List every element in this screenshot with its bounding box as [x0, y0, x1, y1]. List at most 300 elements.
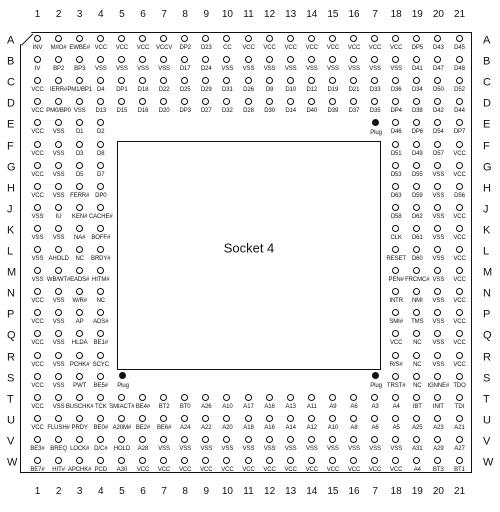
- pin-label: D45: [454, 45, 465, 51]
- row-letter-left: R: [7, 351, 15, 363]
- pin-T21: [456, 394, 463, 401]
- pin-label: VSS: [432, 361, 445, 368]
- pin-label: VSS: [432, 192, 445, 199]
- pin-R19: [413, 352, 420, 359]
- pin-C3: [76, 77, 83, 84]
- pin-label: A9: [329, 403, 337, 410]
- pin-label: D21: [348, 87, 360, 94]
- pin-label: BREQ: [50, 445, 67, 452]
- pin-label: D56: [454, 192, 465, 199]
- pin-W2: [55, 457, 62, 464]
- pin-V13: [287, 436, 294, 443]
- pin-D11: [245, 98, 252, 105]
- pin-A14: [308, 35, 315, 42]
- pin-W4: [97, 457, 104, 464]
- pin-label: A25: [412, 424, 423, 431]
- pin-E2: [55, 119, 62, 126]
- pin-label: A22: [201, 424, 212, 431]
- row-letter-right: N: [483, 287, 491, 300]
- column-number-top: 20: [432, 9, 444, 20]
- pin-label: D48: [454, 66, 465, 73]
- pin-label: D26: [243, 87, 254, 94]
- column-number-bottom: 6: [140, 486, 146, 497]
- column-number-bottom: 8: [182, 486, 188, 497]
- column-number-top: 12: [264, 9, 276, 20]
- pin-J18: [392, 204, 399, 211]
- row-letter-left: M: [7, 266, 17, 279]
- pin-label: TCK: [94, 403, 107, 410]
- row-letter-right: G: [483, 161, 492, 174]
- pin-J2: [55, 204, 62, 211]
- pin-label: D16: [137, 108, 149, 115]
- pin-label: IV: [34, 66, 41, 73]
- pin-label: D34: [411, 87, 423, 94]
- pin-U3: [76, 415, 83, 422]
- pin-Q1: [34, 330, 41, 337]
- row-letter-left: K: [7, 224, 15, 237]
- plug-label: Plug: [370, 130, 382, 136]
- row-letter-right: K: [483, 224, 491, 237]
- column-number-top: 7: [161, 9, 167, 20]
- pin-label: VCC: [31, 192, 44, 199]
- pin-B21: [456, 56, 463, 63]
- pin-V5: [118, 436, 125, 443]
- pin-label: BE7#: [30, 467, 45, 473]
- pin-label: D30: [264, 108, 275, 115]
- pin-label: D43: [433, 45, 444, 51]
- pin-label: BP3: [74, 66, 86, 73]
- pin-label: VCC: [453, 319, 466, 326]
- pin-C1: [34, 77, 41, 84]
- pin-label: A3: [371, 403, 379, 410]
- pin-label: D37: [348, 108, 360, 115]
- pin-label: D54: [433, 129, 444, 136]
- pin-W21: [456, 457, 463, 464]
- pin-label: INTR: [389, 298, 403, 305]
- pin-label: A20: [222, 424, 233, 431]
- pin-label: VCC: [453, 150, 466, 157]
- pin-label: BT1: [454, 467, 465, 473]
- pin-label: VCC: [136, 45, 150, 51]
- pin-V15: [329, 436, 336, 443]
- pin-R2: [55, 352, 62, 359]
- pin-label: A26: [201, 403, 212, 410]
- pin-T19: [413, 394, 420, 401]
- pin-label: D29: [200, 87, 212, 94]
- column-number-bottom: 10: [221, 486, 233, 497]
- pin-B15: [329, 56, 336, 63]
- pin-label: VSS: [31, 213, 44, 220]
- pin-label: VSS: [52, 319, 65, 326]
- pin-S1: [34, 373, 41, 380]
- pin-label: D39: [327, 108, 339, 115]
- pin-label: R/S#: [389, 361, 403, 368]
- pin-G19: [413, 162, 420, 169]
- pin-label: D27: [200, 108, 212, 115]
- pin-label: VCC: [31, 129, 44, 136]
- row-letter-right: U: [483, 414, 491, 427]
- pin-label: VSS: [369, 66, 381, 73]
- pin-U14: [308, 415, 315, 422]
- pin-label: NA#: [74, 234, 86, 241]
- pin-label: VCC: [242, 467, 255, 473]
- pin-D1: [34, 98, 41, 105]
- column-number-bottom: 16: [348, 486, 360, 497]
- pin-K3: [76, 225, 83, 232]
- pin-R18: [392, 352, 399, 359]
- pin-label: A14: [285, 424, 296, 431]
- pin-label: NC: [413, 361, 422, 368]
- pin-A3: [76, 35, 83, 42]
- pin-label: VSS: [179, 445, 192, 452]
- row-letter-right: T: [483, 393, 490, 406]
- pin-label: LOCK#: [70, 445, 90, 452]
- pin-label: D35: [369, 108, 381, 115]
- pin-U17: [371, 415, 378, 422]
- pin-L4: [97, 246, 104, 253]
- pin-W15: [329, 457, 336, 464]
- pin-label: D15: [116, 108, 128, 115]
- pin-label: A13: [285, 403, 296, 410]
- pin-label: D61: [411, 234, 423, 241]
- pin-label: PCD: [94, 467, 107, 473]
- column-number-bottom: 20: [432, 486, 444, 497]
- pin-label: VSS: [200, 445, 213, 452]
- pin-W3: [76, 457, 83, 464]
- pin-V2: [55, 436, 62, 443]
- pin-K2: [55, 225, 62, 232]
- pin-label: A16: [264, 403, 275, 410]
- pin-label: VCC: [31, 171, 44, 178]
- pin-G21: [456, 162, 463, 169]
- pin-R1: [34, 352, 41, 359]
- pin-A2: [55, 35, 62, 42]
- pin-H4: [97, 183, 104, 190]
- column-number-bottom: 4: [98, 486, 104, 497]
- pin-label: BT2: [158, 403, 170, 410]
- pin-M3: [76, 267, 83, 274]
- pin-W16: [350, 457, 357, 464]
- socket-title: Socket 4: [223, 240, 275, 256]
- pin-label: VSS: [52, 361, 65, 368]
- pin-label: VSS: [369, 445, 381, 452]
- row-letter-right: B: [483, 55, 491, 68]
- pin-label: A6: [350, 403, 358, 410]
- pin-label: ADS#: [93, 319, 109, 326]
- pin-label: EWBE#: [69, 45, 90, 51]
- pin-L1: [34, 246, 41, 253]
- pin-J21: [456, 204, 463, 211]
- pin-label: VSS: [52, 129, 65, 136]
- pin-label: TMS: [411, 319, 424, 326]
- pin-J3: [76, 204, 83, 211]
- pin-Q2: [55, 330, 62, 337]
- column-number-top: 5: [119, 9, 125, 20]
- pin-label: NC: [413, 382, 422, 389]
- pin-label: D62: [411, 213, 423, 220]
- row-letter-left: H: [7, 182, 15, 195]
- pin-label: VSS: [432, 277, 445, 284]
- column-number-top: 18: [390, 9, 402, 20]
- pin-C2: [55, 77, 62, 84]
- pin-label: VCCV: [155, 45, 173, 51]
- pin-label: KEN#: [72, 213, 88, 220]
- pin-label: A10: [327, 424, 339, 431]
- pin-label: A28: [137, 445, 149, 452]
- column-number-top: 2: [55, 9, 62, 20]
- pin-C12: [266, 77, 273, 84]
- pin-U8: [181, 415, 188, 422]
- column-number-top: 7: [372, 9, 378, 20]
- pin-label: D31: [222, 87, 233, 94]
- column-number-top: 6: [140, 9, 146, 20]
- pin-K21: [456, 225, 463, 232]
- pin-label: VSS: [31, 277, 44, 284]
- row-letter-right: S: [483, 372, 491, 385]
- pin-label: VSS: [31, 256, 44, 262]
- plug-marker-dot: [372, 119, 379, 126]
- pin-label: VCC: [390, 340, 403, 347]
- pin-label: VSS: [94, 66, 107, 73]
- pin-G20: [434, 162, 441, 169]
- pin-F3: [76, 141, 83, 148]
- pin-T9: [202, 394, 209, 401]
- pin-label: RESET: [386, 256, 406, 262]
- pin-label: VSS: [432, 319, 445, 326]
- column-number-bottom: 3: [76, 486, 83, 497]
- pin-label: VCC: [326, 45, 340, 51]
- pin-M1: [34, 267, 41, 274]
- pin-K4: [97, 225, 104, 232]
- column-number-bottom: 7: [372, 486, 378, 497]
- pin-label: VSS: [52, 192, 65, 199]
- pin-T6: [139, 394, 146, 401]
- column-number-top: 8: [182, 9, 188, 20]
- pin-label: BT0: [179, 403, 191, 410]
- pin-N21: [456, 288, 463, 295]
- pin-A6: [139, 35, 146, 42]
- pin-label: DP3: [179, 108, 191, 115]
- pin-C21: [456, 77, 463, 84]
- pin-label: BE1#: [93, 340, 108, 347]
- pin-T18: [392, 394, 399, 401]
- pin-label: A30: [116, 467, 128, 473]
- pin-label: A20M#: [112, 424, 132, 431]
- pin-G18: [392, 162, 399, 169]
- pin-W13: [287, 457, 294, 464]
- pin-P3: [76, 309, 83, 316]
- column-number-bottom: 13: [285, 486, 297, 497]
- pin-S3: [76, 373, 83, 380]
- pin-U12: [266, 415, 273, 422]
- pin-H1: [34, 183, 41, 190]
- pin-label: A5: [392, 424, 400, 431]
- pin-B3: [76, 56, 83, 63]
- pin-R21: [456, 352, 463, 359]
- pin-label: D2: [97, 129, 105, 136]
- pin-label: VSS: [327, 66, 339, 73]
- pin-label: HIT#: [52, 467, 65, 473]
- pin-S2: [55, 373, 62, 380]
- pin-E21: [456, 119, 463, 126]
- pin-T13: [287, 394, 294, 401]
- pin-label: VSS: [432, 340, 445, 347]
- pin-V16: [350, 436, 357, 443]
- pin-label: VCC: [136, 467, 150, 473]
- pin-U11: [245, 415, 252, 422]
- pin-label: VSS: [348, 66, 360, 73]
- pin-G4: [97, 162, 104, 169]
- pin-label: DP4: [390, 108, 402, 115]
- pin-N2: [55, 288, 62, 295]
- pin-label: D42: [433, 108, 444, 115]
- pin-V4: [97, 436, 104, 443]
- pin-F1: [34, 141, 41, 148]
- pin-label: VCC: [31, 340, 44, 347]
- pin-A5: [118, 35, 125, 42]
- pin-label: IERR#: [50, 87, 68, 94]
- pin-label: NC: [96, 298, 106, 305]
- pin-label: VSS: [432, 298, 445, 305]
- pin-label: VSS: [305, 445, 318, 452]
- pin-label: VSS: [158, 445, 170, 452]
- pin-label: VSS: [432, 234, 445, 241]
- row-letter-left: C: [7, 76, 15, 89]
- row-letter-left: L: [7, 245, 14, 258]
- pin-label: D/C#: [94, 445, 108, 452]
- pin-T5: [118, 394, 125, 401]
- pin-R3: [76, 352, 83, 359]
- pin-label: D38: [411, 108, 423, 115]
- pin-label: VCC: [453, 256, 466, 262]
- pin-P1: [34, 309, 41, 316]
- pin-B4: [97, 56, 104, 63]
- pin-K1: [34, 225, 41, 232]
- row-letter-left: V: [7, 435, 15, 448]
- pin-R20: [434, 352, 441, 359]
- pin-label: DP6: [411, 129, 423, 136]
- pin-label: VCC: [284, 467, 297, 473]
- pin-B12: [266, 56, 273, 63]
- pin-label: D22: [158, 87, 170, 94]
- pin-label: A23: [433, 424, 444, 431]
- pin-label: VSS: [52, 234, 65, 241]
- pin-label: D23: [200, 45, 212, 51]
- pin-label: DP5: [411, 45, 423, 51]
- pin-label: A18: [243, 424, 254, 431]
- row-letter-right: J: [483, 203, 489, 216]
- pin-label: PEN#: [388, 277, 404, 284]
- pin-label: VCC: [221, 467, 234, 473]
- pin-label: VCC: [115, 45, 129, 51]
- pin-F18: [392, 141, 399, 148]
- pin-W6: [139, 457, 146, 464]
- pin-label: BE2#: [135, 424, 151, 431]
- pin-T3: [76, 394, 83, 401]
- pin-Q21: [456, 330, 463, 337]
- pin-label: VSS: [242, 66, 255, 73]
- pin-label: CACHE#: [88, 213, 113, 220]
- column-number-top: 14: [306, 9, 318, 20]
- pin-label: VCC: [453, 171, 466, 178]
- pin-label: PWT: [73, 382, 87, 389]
- pin-label: A17: [243, 403, 254, 410]
- row-letter-left: Q: [7, 329, 16, 342]
- pin-H18: [392, 183, 399, 190]
- row-letter-left: J: [7, 203, 13, 216]
- pin-H19: [413, 183, 420, 190]
- pin-label: VSS: [158, 66, 170, 73]
- pin-P2: [55, 309, 62, 316]
- pin-S18: [392, 373, 399, 380]
- pin-label: D32: [222, 108, 233, 115]
- pin-A12: [266, 35, 273, 42]
- pin-C11: [245, 77, 252, 84]
- pin-label: VCC: [94, 45, 107, 51]
- pin-V7: [160, 436, 167, 443]
- pin-label: FLUSH#: [47, 424, 70, 431]
- pin-A15: [329, 35, 336, 42]
- pin-label: VCC: [390, 467, 403, 473]
- pin-V3: [76, 436, 83, 443]
- pin-label: VCC: [305, 45, 318, 51]
- row-letter-left: U: [7, 414, 15, 427]
- pin-label: VSS: [432, 256, 445, 262]
- row-letter-left: F: [7, 140, 14, 152]
- pin-label: TRST#: [386, 382, 406, 389]
- pin-label: D51: [390, 150, 402, 157]
- pin-B1: [34, 56, 41, 63]
- row-letter-left: S: [7, 372, 15, 385]
- pin-label: D24: [200, 66, 212, 73]
- pin-V11: [245, 436, 252, 443]
- pin-label: D40: [306, 108, 318, 115]
- row-letter-right: A: [483, 34, 491, 47]
- plug-marker-dot: [119, 372, 126, 379]
- row-letter-right: C: [483, 76, 491, 89]
- pin-label: FERR#: [70, 192, 90, 199]
- pin-U7: [160, 415, 167, 422]
- pin-T17: [371, 394, 378, 401]
- pin-V1: [34, 436, 41, 443]
- pin-U4: [97, 415, 104, 422]
- pin-label: CLK: [390, 234, 402, 241]
- pin-label: VCC: [179, 467, 192, 473]
- pin-label: CC: [223, 45, 232, 51]
- pin-label: D59: [411, 192, 423, 199]
- pin-G3: [76, 162, 83, 169]
- pin-E1: [34, 119, 41, 126]
- pin-label: BP2: [53, 66, 65, 73]
- pin-label: PM1/BP1: [67, 87, 93, 94]
- pin-label: FRCMC#: [405, 277, 430, 284]
- pin-U16: [350, 415, 357, 422]
- pin-label: VCC: [347, 45, 361, 51]
- pin-U18: [392, 415, 399, 422]
- pin-label: PCHK#: [69, 361, 90, 368]
- pin-label: D55: [411, 171, 423, 178]
- pin-label: A21: [454, 424, 465, 431]
- pin-label: VCC: [31, 382, 44, 389]
- row-letter-right: V: [483, 435, 491, 448]
- row-letter-right: Q: [483, 329, 492, 342]
- pin-label: D63: [390, 192, 402, 199]
- column-number-bottom: 11: [243, 486, 254, 497]
- pin-A21: [456, 35, 463, 42]
- pin-label: VSS: [52, 340, 65, 347]
- pin-label: D47: [433, 66, 444, 73]
- pin-M2: [55, 267, 62, 274]
